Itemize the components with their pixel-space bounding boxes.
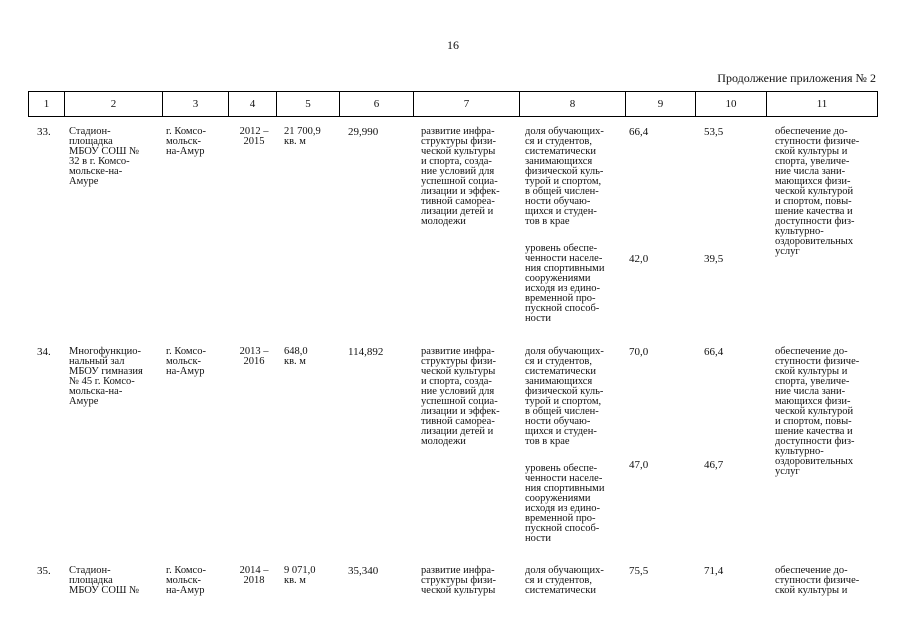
goal: развитие инфра- структуры физи- ческой культуры и спорта, созда- ние условий для успешной социа- лизации и эффек- тивной самореа- лизации детей и молодежи xyxy=(421,346,500,447)
value-col10: 66,4 xyxy=(704,346,724,358)
column-header-6: 6 xyxy=(340,92,414,117)
column-header-4: 4 xyxy=(229,92,277,117)
column-header-11: 11 xyxy=(767,92,878,117)
value-col9: 42,0 xyxy=(629,253,649,265)
object-name: Стадион- площадка МБОУ СОШ № 32 в г. Комсо- мольске-на- Амуре xyxy=(69,126,140,187)
capacity: 648,0 кв. м xyxy=(284,346,308,367)
period: 2014 – 2018 xyxy=(239,565,269,586)
column-header-3: 3 xyxy=(163,92,229,117)
indicator-share: доля обучающих- ся и студентов, систематически занимающихся физической куль- турой и спортом, в общей числен- ности обучаю- щихся и студен- тов в крае xyxy=(525,346,604,447)
row-number: 33. xyxy=(37,126,51,138)
column-header-9: 9 xyxy=(626,92,696,117)
indicator-provision: уровень обеспе- ченности населе- ния спортивными сооружениями исходя из едино- временной про- пускной способ- ности xyxy=(525,463,605,544)
value-col10: 39,5 xyxy=(704,253,724,265)
period: 2013 – 2016 xyxy=(239,346,269,367)
expected-result: обеспечение до- ступности физиче- ской культуры и спорта, увеличе- ние числа зани- мающихся физи- ческой культурой и спортом, повы- шение качества и доступности физ- культурно- оздоровительных услуг xyxy=(775,346,860,477)
cost: 35,340 xyxy=(348,565,379,577)
column-header-5: 5 xyxy=(277,92,340,117)
value-col9: 70,0 xyxy=(629,346,649,358)
capacity: 9 071,0 кв. м xyxy=(284,565,316,586)
value-col10: 53,5 xyxy=(704,126,724,138)
capacity: 21 700,9 кв. м xyxy=(284,126,321,147)
goal: развитие инфра- структуры физи- ческой культуры и спорта, созда- ние условий для успешной социа- лизации и эффек- тивной самореа- лизации детей и молодежи xyxy=(421,126,500,227)
period: 2012 – 2015 xyxy=(239,126,269,147)
indicator-share: доля обучающих- ся и студентов, систематически xyxy=(525,565,604,596)
expected-result: обеспечение до- ступности физиче- ской культуры и xyxy=(775,565,860,596)
object-name: Многофункцио- нальный зал МБОУ гимназия № 45 г. Комсо- мольска-на- Амуре xyxy=(69,346,143,407)
cost: 114,892 xyxy=(348,346,384,358)
column-header-1: 1 xyxy=(29,92,65,117)
continuation-label: Продолжение приложения № 2 xyxy=(717,71,876,85)
object-name: Стадион- площадка МБОУ СОШ № xyxy=(69,565,140,596)
column-header-7: 7 xyxy=(414,92,520,117)
indicator-share: доля обучающих- ся и студентов, систематически занимающихся физической куль- турой и спортом, в общей числен- ности обучаю- щихся и студен- тов в крае xyxy=(525,126,604,227)
column-header-row xyxy=(28,91,878,117)
value-col10: 71,4 xyxy=(704,565,724,577)
column-header-10: 10 xyxy=(696,92,767,117)
row-number: 34. xyxy=(37,346,51,358)
value-col9: 66,4 xyxy=(629,126,649,138)
cost: 29,990 xyxy=(348,126,379,138)
goal: развитие инфра- структуры физи- ческой культуры xyxy=(421,565,497,596)
row-number: 35. xyxy=(37,565,51,577)
location: г. Комсо- мольск- на-Амур xyxy=(166,346,206,377)
value-col10: 46,7 xyxy=(704,459,724,471)
value-col9: 47,0 xyxy=(629,459,649,471)
location: г. Комсо- мольск- на-Амур xyxy=(166,565,206,596)
location: г. Комсо- мольск- на-Амур xyxy=(166,126,206,157)
column-header-8: 8 xyxy=(520,92,626,117)
page-number: 16 xyxy=(447,38,459,52)
indicator-provision: уровень обеспе- ченности населе- ния спортивными сооружениями исходя из едино- временной про- пускной способ- ности xyxy=(525,243,605,324)
value-col9: 75,5 xyxy=(629,565,649,577)
column-header-2: 2 xyxy=(65,92,163,117)
expected-result: обеспечение до- ступности физиче- ской культуры и спорта, увеличе- ние числа зани- мающихся физи- ческой культурой и спортом, повы- шение качества и доступности физ- культурно- оздоровительных услуг xyxy=(775,126,860,257)
